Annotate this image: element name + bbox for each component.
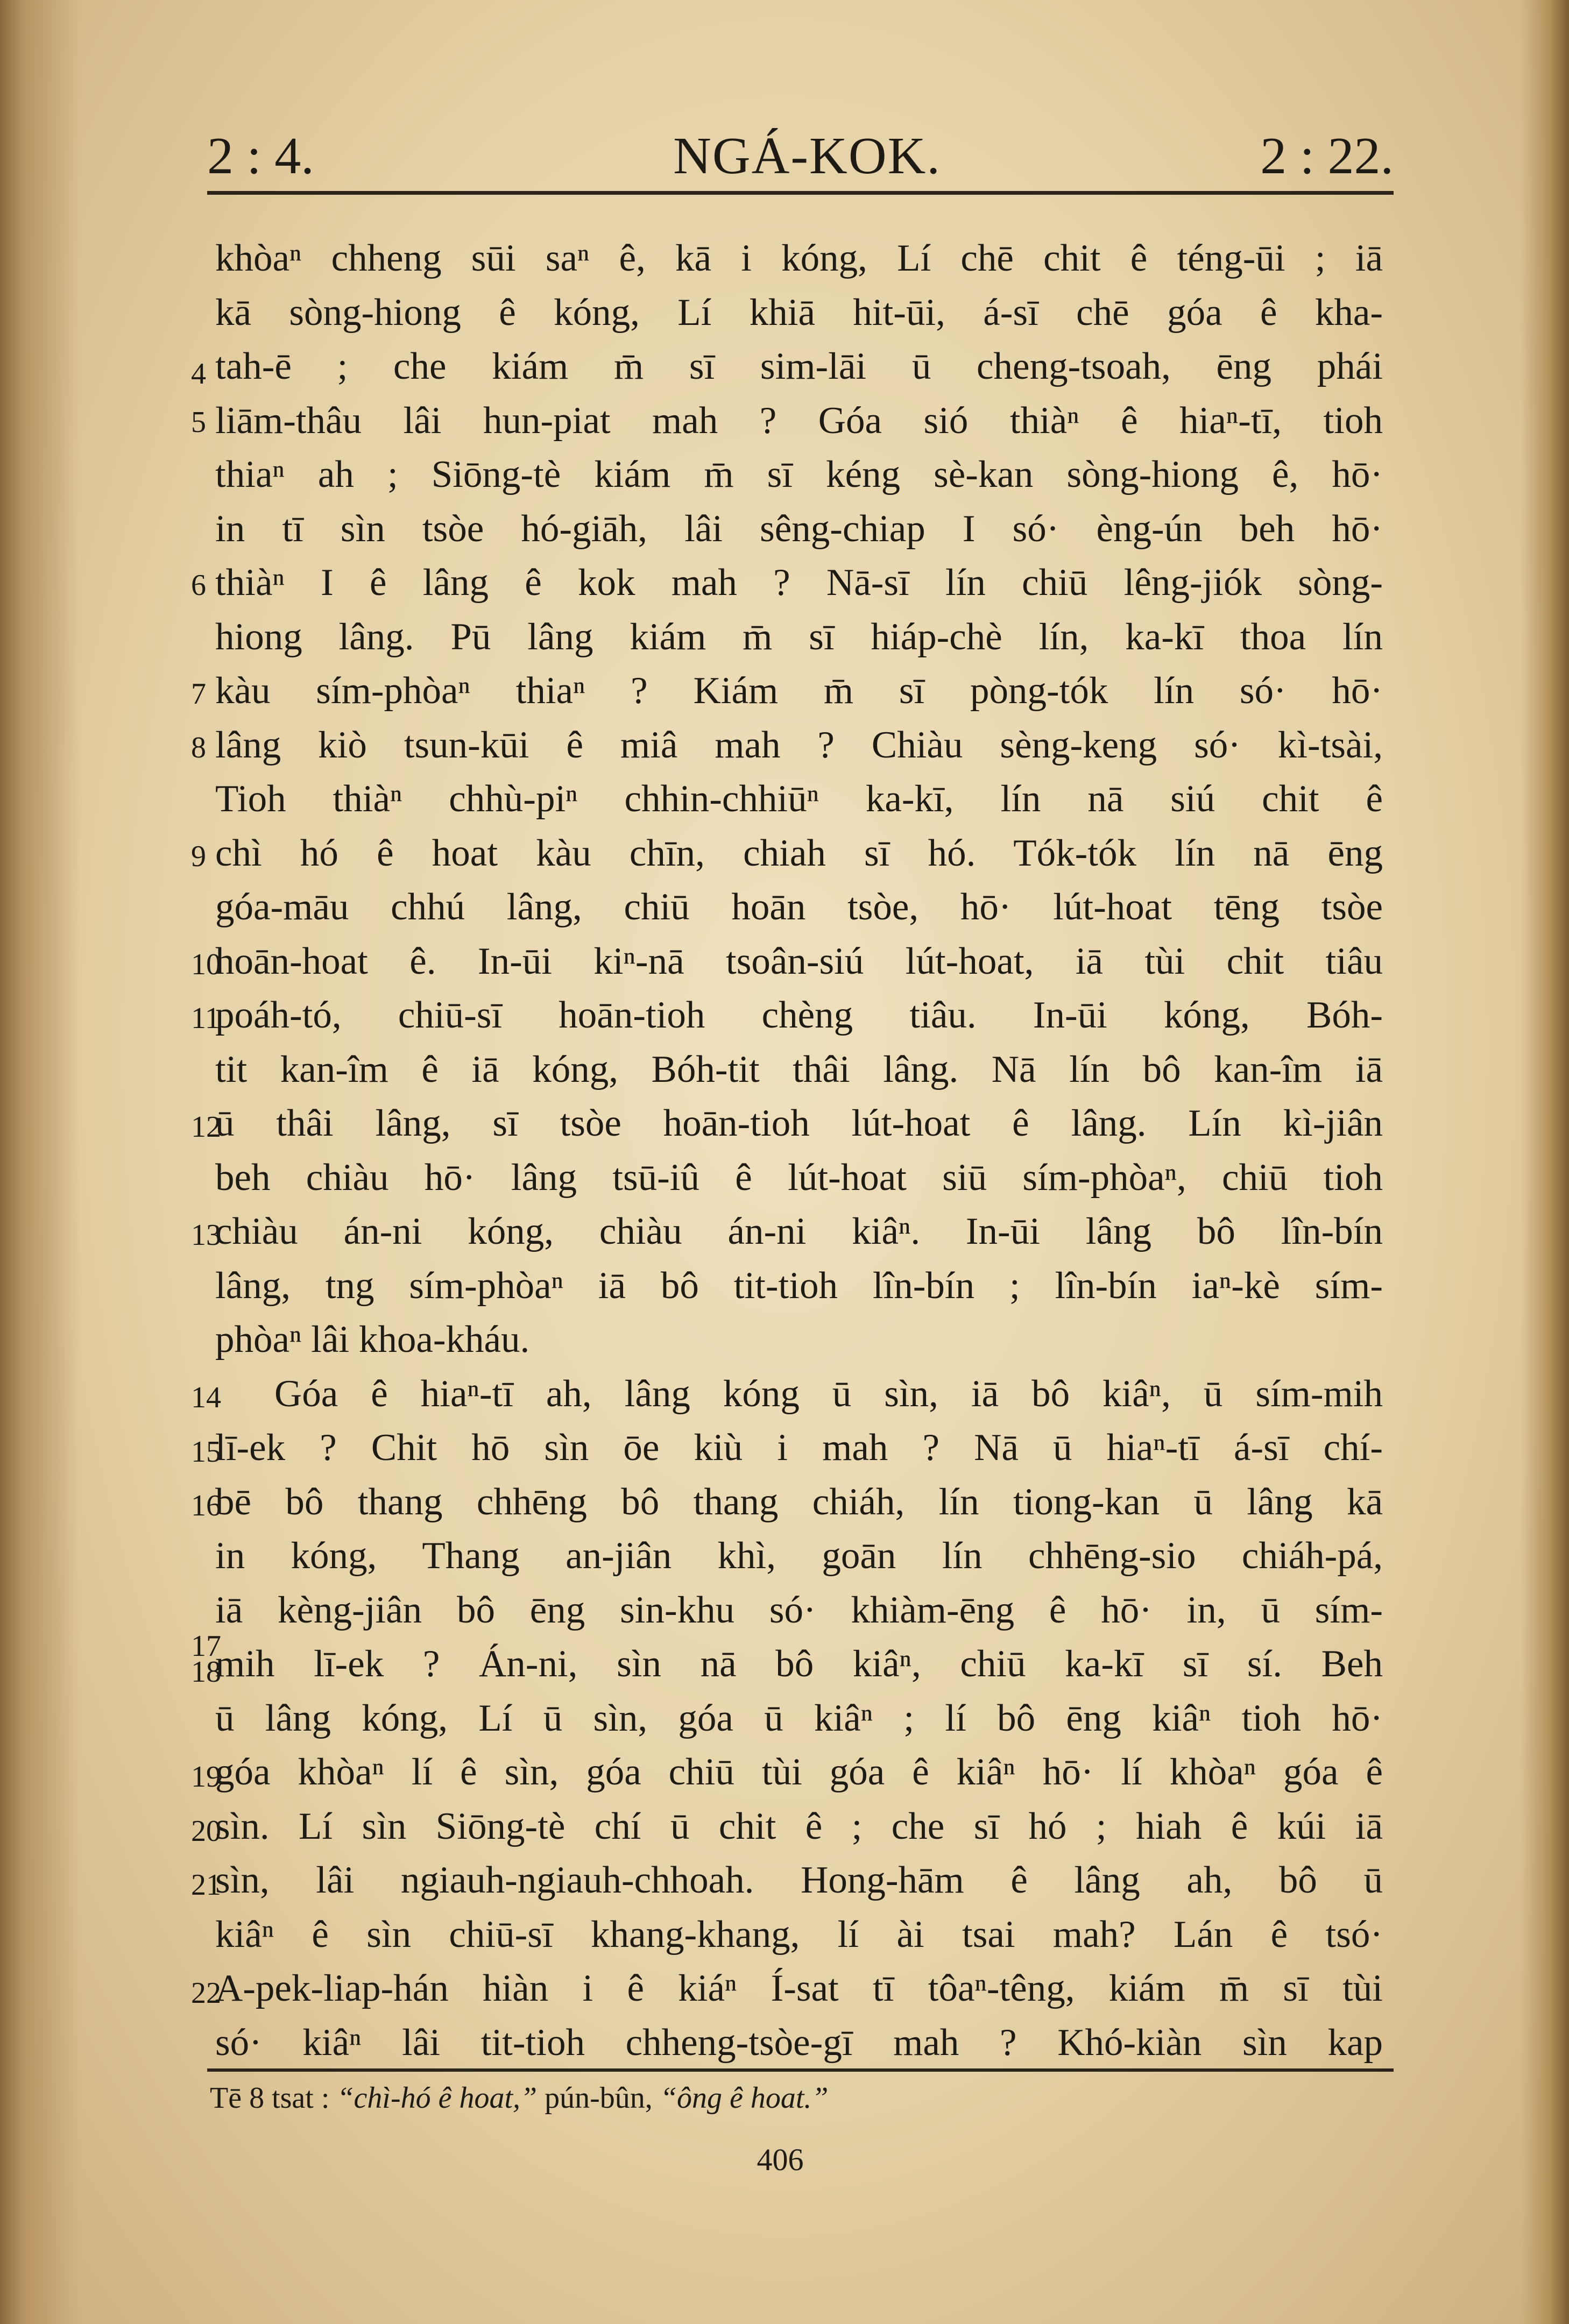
text-line: kā sòng-hiong ê kóng, Lí khiā hit-ūi, á-sī chē góa ê kha- [215,291,1383,334]
running-title: NGÁ-KOK. [673,127,941,185]
verse-number: 21 [191,1868,221,1902]
text-line: kiâⁿ ê sìn chiū-sī khang-khang, lí ài tsai mah? Lán ê tsó· [215,1913,1383,1955]
header-rule [207,191,1394,195]
verse-number: 16 [191,1489,221,1522]
verse-number: 6 [191,569,206,602]
page-shadow-right [1521,0,1569,2324]
text-line: ū lâng kóng, Lí ū sìn, góa ū kiâⁿ ; lí bô ēng kiâⁿ tioh hō· [215,1697,1383,1739]
verse-number: 8 [191,731,206,764]
verse-number: 9 [191,840,206,873]
text-line: khòaⁿ chheng sūi saⁿ ê, kā i kóng, Lí chē chit ê téng-ūi ; iā [215,237,1383,279]
text-line: ū thâi lâng, sī tsòe hoān-tioh lút-hoat ê lâng. Lín kì-jiân [215,1102,1383,1144]
verse-number: 14 [191,1381,221,1414]
text-line: mih lī-ek ? Án-ni, sìn nā bô kiâⁿ, chiū ka-kī sī sí. Beh [215,1643,1383,1685]
text-line: phòaⁿ lâi khoa-kháu. [215,1319,530,1361]
text-column [215,231,1383,2070]
text-line: Tioh thiàⁿ chhù-piⁿ chhin-chhiūⁿ ka-kī, lín nā siú chit ê [215,778,1383,820]
text-line: in tī sìn tsòe hó-giāh, lâi sêng-chiap I só· èng-ún beh hō· [215,507,1383,550]
text-line: iā kèng-jiân bô ēng sin-khu só· khiàm-ēng ê hō· in, ū sím- [215,1589,1383,1631]
verse-number: 17 [191,1629,221,1663]
text-line: lâng, tng sím-phòaⁿ iā bô tit-tioh lîn-bín ; lîn-bín iaⁿ-kè sím- [215,1264,1383,1307]
verse-number: 7 [191,677,206,711]
text-line: hoān-hoat ê. In-ūi kiⁿ-nā tsoân-siú lút-hoat, iā tùi chit tiâu [215,940,1383,982]
text-line: sìn, lâi ngiauh-ngiauh-chhoah. Hong-hām ê lâng ah, bô ū [215,1859,1383,1901]
text-line: góa khòaⁿ lí ê sìn, góa chiū tùi góa ê kiâⁿ hō· lí khòaⁿ góa ê [215,1751,1383,1793]
text-line: tit kan-îm ê iā kóng, Bóh-tit thâi lâng. Nā lín bô kan-îm iā [215,1048,1383,1090]
text-line: beh chiàu hō· lâng tsū-iû ê lút-hoat siū sím-phòaⁿ, chiū tioh [215,1156,1383,1199]
verse-number: 20 [191,1815,221,1848]
text-line: chì hó ê hoat kàu chīn, chiah sī hó. Tók-tók lín nā ēng [215,832,1383,874]
verse-number: 10 [191,948,221,981]
text-line: hiong lâng. Pū lâng kiám m̄ sī hiáp-chè lín, ka-kī thoa lín [215,615,1383,658]
text-line: in kóng, Thang an-jiân khì, goān lín chhēng-sio chiáh-pá, [215,1535,1383,1577]
running-ref-left: 2 : 4. [207,127,314,185]
text-line: góa-māu chhú lâng, chiū hoān tsòe, hō· lút-hoat tēng tsòe [215,886,1383,928]
text-line: tah-ē ; che kiám m̄ sī sim-lāi ū cheng-tsoah, ēng phái [215,345,1383,387]
footnote [210,2077,829,2120]
text-line: bē bô thang chhēng bô thang chiáh, lín tiong-kan ū lâng kā [215,1480,1383,1523]
verse-number: 19 [191,1760,221,1794]
text-line: chiàu án-ni kóng, chiàu án-ni kiâⁿ. In-ūi lâng bô lîn-bín [215,1210,1383,1252]
running-ref-right: 2 : 22. [1260,127,1394,185]
footnote-italic-2: “ông ê hoat.” [660,2081,829,2115]
text-line: lī-ek ? Chit hō sìn ōe kiù i mah ? Nā ū hiaⁿ-tī á-sī chí- [215,1427,1383,1469]
footnote-mid: pún-bûn, [537,2081,660,2115]
verse-number: 11 [191,1002,220,1035]
footnote-lead: Tē 8 tsat : [210,2081,337,2115]
text-line: poáh-tó, chiū-sī hoān-tioh chèng tiâu. In-ūi kóng, Bóh- [215,994,1383,1036]
text-line: Góa ê hiaⁿ-tī ah, lâng kóng ū sìn, iā bô kiâⁿ, ū sím-mih [274,1372,1383,1415]
text-line: thiaⁿ ah ; Siōng-tè kiám m̄ sī kéng sè-kan sòng-hiong ê, hō· [215,454,1383,495]
text-line: só· kiâⁿ lâi tit-tioh chheng-tsòe-gī mah ? Khó-kiàn sìn kap [215,2021,1383,2064]
text-line: liām-thâu lâi hun-piat mah ? Góa sió thiàⁿ ê hiaⁿ-tī, tioh [215,399,1383,442]
verse-number: 15 [191,1435,221,1469]
footnote-rule [207,2068,1394,2072]
verse-number: 18 [191,1655,221,1689]
verse-number: 4 [191,357,206,391]
text-line: lâng kiò tsun-kūi ê miâ mah ? Chiàu sèng-keng só· kì-tsài, [215,724,1383,766]
page-shadow-left [0,0,81,2324]
text-line: sìn. Lí sìn Siōng-tè chí ū chit ê ; che sī hó ; hiah ê kúi iā [215,1805,1383,1847]
verse-number: 12 [191,1110,221,1144]
text-line: A-pek-liap-hán hiàn i ê kiáⁿ Í-sat tī tôaⁿ-têng, kiám m̄ sī tùi [215,1967,1383,2009]
text-line: kàu sím-phòaⁿ thiaⁿ ? Kiám m̄ sī pòng-tók lín só· hō· [215,670,1383,712]
footnote-italic-1: “chì-hó ê hoat,” [337,2081,538,2115]
page-number: 406 [757,2142,804,2177]
verse-number: 22 [191,1976,221,2010]
verse-number: 13 [191,1218,221,1252]
verse-number: 5 [191,406,206,439]
text-line: thiàⁿ I ê lâng ê kok mah ? Nā-sī lín chiū lêng-jiók sòng- [215,562,1383,604]
